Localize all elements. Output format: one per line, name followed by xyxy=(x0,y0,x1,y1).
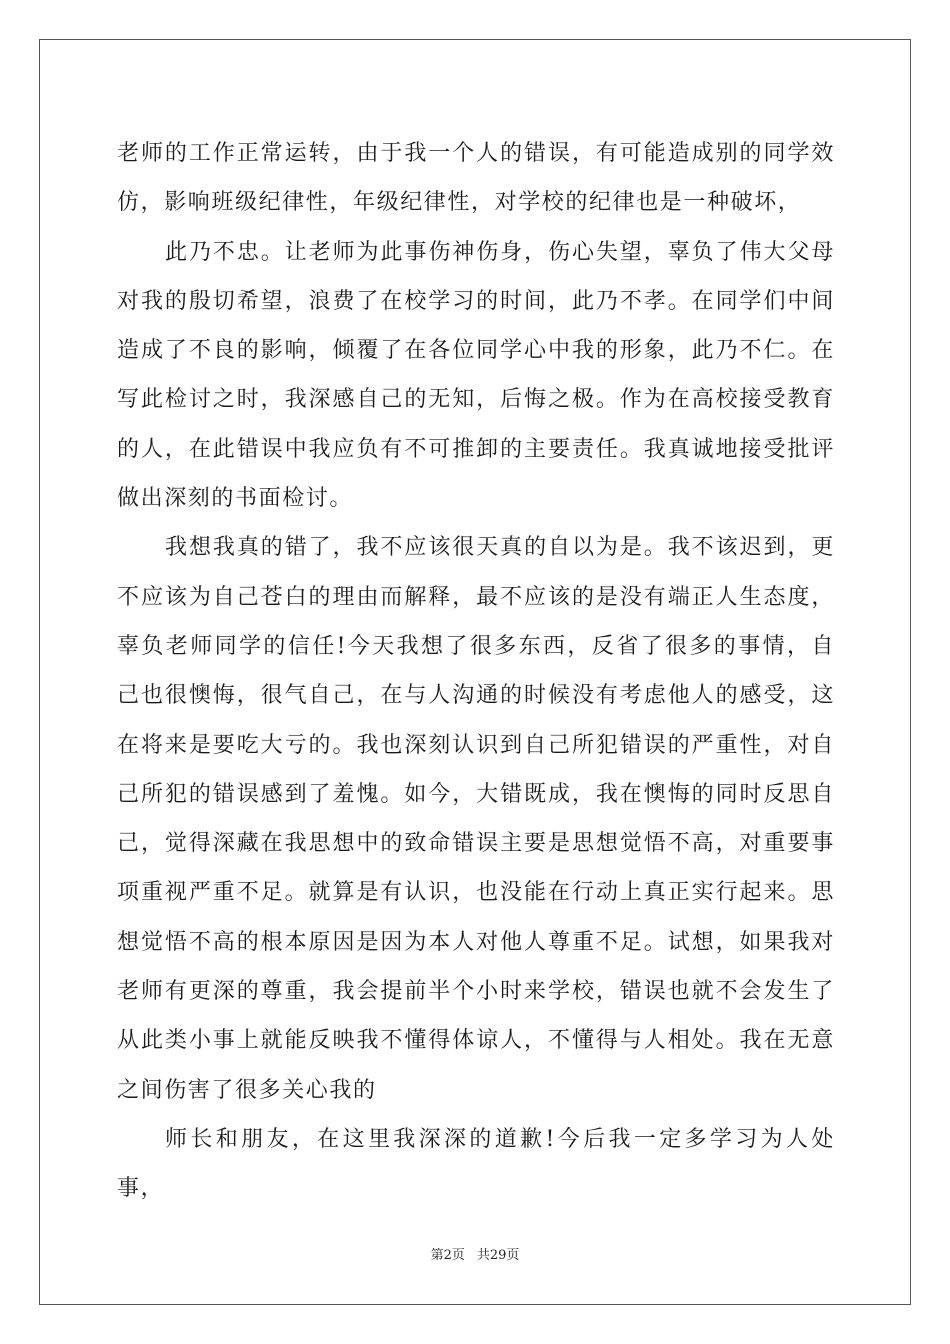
document-body xyxy=(117,129,835,1214)
paragraph-2: 此乃不忠。让老师为此事伤神伤身，伤心失望，辜负了伟大父母对我的殷切希望，浪费了在校学习的时间，此乃不孝。在同学们中间造成了不良的影响，倾覆了在各位同学心中我的形象，此乃不仁。在写此检讨之时，我深感自己的无知，后悔之极。作为在高校接受教育的人，在此错误中我应负有不可推卸的主要责任。我真诚地接受批评做出深刻的书面检讨。 xyxy=(117,239,835,512)
paragraph-3: 我想我真的错了，我不应该很天真的自以为是。我不该迟到，更不应该为自己苍白的理由而解释，最不应该的是没有端正人生态度，辜负老师同学的信任!今天我想了很多东西，反省了很多的事情，自己也很懊悔，很气自己，在与人沟通的时候没有考虑他人的感受，这在将来是要吃大亏的。我也深刻认识到自己所犯错误的严重性，对自己所犯的错误感到了羞愧。如今，大错既成，我在懊悔的同时反思自己，觉得深藏在我思想中的致命错误主要是思想觉悟不高，对重要事项重视严重不足。就算是有认识，也没能在行动上真正实行起来。思想觉悟不高的根本原因是因为本人对他人尊重不足。试想，如果我对老师有更深的尊重，我会提前半个小时来学校，错误也就不会发生了从此类小事上就能反映我不懂得体谅人，不懂得与人相处。我在无意之间伤害了很多关心我的 xyxy=(117,535,835,1103)
page-total: 共29页 xyxy=(476,1248,520,1263)
page-footer xyxy=(0,1244,950,1263)
paragraph-1: 老师的工作正常运转，由于我一个人的错误，有可能造成别的同学效仿，影响班级纪律性，年级纪律性，对学校的纪律也是一种破坏， xyxy=(117,141,835,216)
page-number: 第2页 xyxy=(430,1248,465,1263)
paragraph-4: 师长和朋友，在这里我深深的道歉!今后我一定多学习为人处事， xyxy=(117,1126,835,1202)
